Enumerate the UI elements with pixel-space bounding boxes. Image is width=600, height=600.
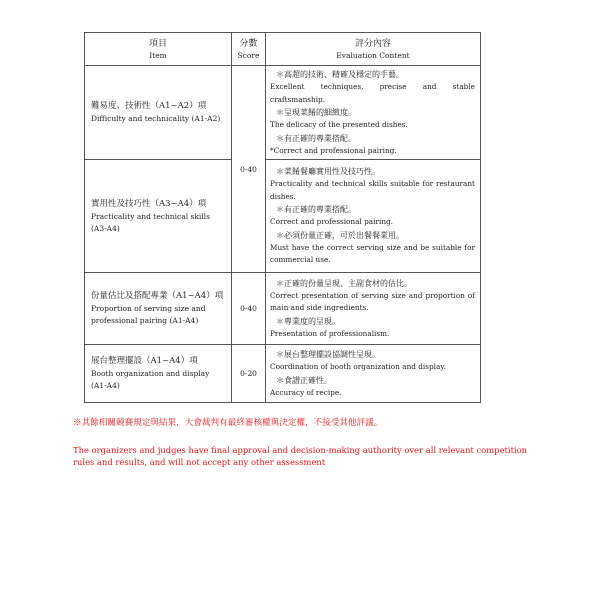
criterion-zh: ＊展台整理擺設協調性呈現。 [276,350,380,359]
item-name-zh: 份量估比及搭配專業（A1~A4）項 [91,291,224,301]
content-cell [266,273,481,345]
header-item-zh: 項目 [148,38,167,49]
table-row [85,345,481,403]
header-item-en: Item [149,50,167,60]
criterion-en: Excellent techniques, precise and stable craftsmanship. [270,82,475,104]
item-name-en: Proportion of serving size and professional pairing (A1-A4) [91,304,206,325]
criterion-zh: ＊呈現菜餚的細緻度。 [276,108,356,117]
evaluation-table [84,32,481,403]
criterion-en: Correct presentation of serving size and proportion of main and side ingredients. [270,290,475,313]
criterion-zh: ＊菜餚餐廳實用性及技巧性。 [276,167,380,177]
content-cell [266,66,481,160]
header-content [266,33,481,66]
item-cell [85,345,232,403]
header-content-en: Evaluation Content [336,50,410,60]
item-cell [85,273,232,345]
criterion-zh: ＊有正確的專業搭配。 [276,205,356,215]
criterion-en: Accuracy of recipe. [270,387,342,397]
criterion-en: Presentation of professionalism. [270,328,390,338]
score-cell: 0-20 [232,345,266,403]
score-cell: 0-40 [232,66,266,273]
criterion-zh: ＊必須份量正確，可於出餐餐業用。 [276,230,404,240]
item-name-en: Booth organization and display (A1-A4) [91,369,210,390]
criterion-zh: ＊有正確的專業搭配。 [276,133,356,143]
content-cell [266,160,481,273]
criterion-en: Coordination of booth organization and display. [270,362,446,371]
header-score-en: Score [237,50,260,60]
criterion-en: Practicality and technical skills suitable for restaurant dishes. [270,179,475,201]
criterion-zh: ＊正確的份量呈現、主副食材的估比。 [276,278,412,288]
criterion-en: *Correct and professional pairing. [270,145,397,155]
criterion-zh: ＊專業度的呈現。 [276,316,340,326]
criterion-en: Must have the correct serving size and be suitable for commercial use. [270,242,475,265]
header-score [232,33,266,66]
item-name-zh: 展台整理擺設（A1~A4）項 [91,356,198,366]
item-cell [85,66,232,160]
content-cell [266,345,481,403]
header-item [85,33,232,66]
criterion-en: The delicacy of the presented dishes. [270,120,408,129]
criterion-en: Correct and professional pairing. [270,217,394,227]
table-row [85,66,481,160]
criterion-zh: ＊高超的技術、精確及穩定的手藝。 [276,70,404,79]
note-chinese: ※其餘相關競賽規定與結果，大會裁判有最終審核權與決定權，不接受其他評議。 [73,418,383,428]
header-score-zh: 分數 [239,38,258,49]
criterion-zh: ＊食譜正確性。 [276,375,332,385]
item-name-en: Practicality and technical skills (A3-A4) [91,211,210,233]
item-cell [85,160,232,273]
item-name-en: Difficulty and technicality (A1-A2) [91,114,221,123]
table-row [85,160,481,273]
table-row [85,273,481,345]
header-content-zh: 評分內容 [354,38,391,49]
score-cell: 0-40 [232,273,266,345]
note-english: The organizers and judges have final approval and decision-making authority over all relevant competition rules and results, and will not accept any other assessment [73,445,528,467]
table-header-row [85,33,481,66]
item-name-zh: 難易度、技術性（A1~A2）項 [91,101,207,111]
item-name-zh: 實用性及技巧性（A3~A4）項 [91,198,207,209]
